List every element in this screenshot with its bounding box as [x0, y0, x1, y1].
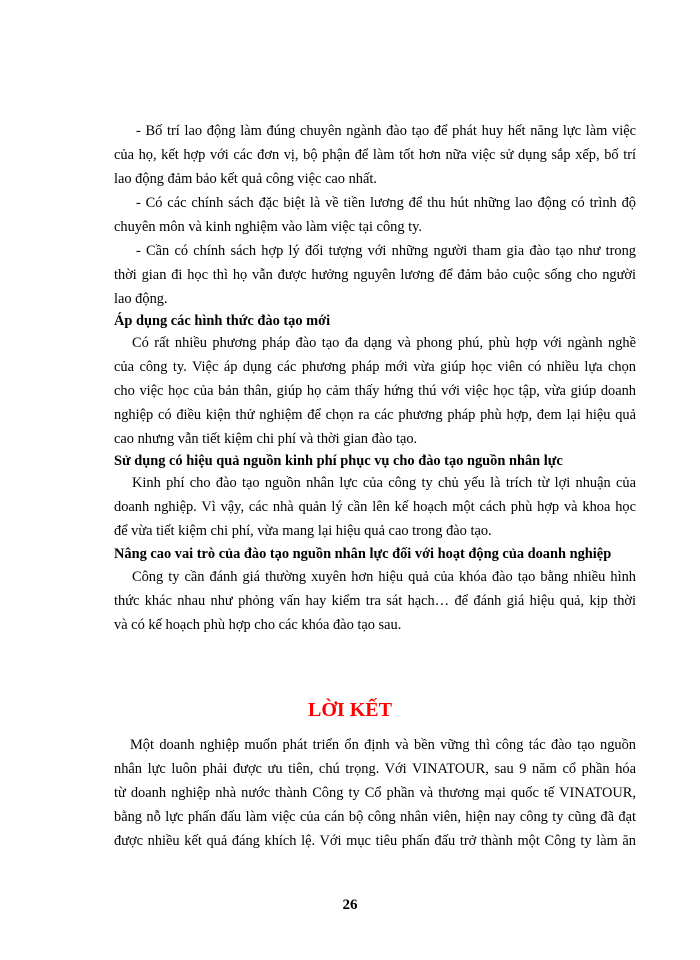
bullet-line-7: thời gian đi học thì họ vẫn được hưởng nguyên lương để đảm bảo cuộc sống cho người — [114, 267, 636, 283]
closing-line-5: được nhiều kết quả đáng khích lệ. Với mục tiêu phấn đấu trở thành một Công ty làm ăn — [114, 833, 636, 849]
bullet-line-8: lao động. — [114, 291, 168, 307]
bullet-line-5: chuyên môn và kinh nghiệm vào làm việc tại công ty. — [114, 219, 422, 235]
section-heading-new-training-forms: Áp dụng các hình thức đào tạo mới — [114, 313, 331, 329]
paragraph-line: để vừa tiết kiệm chi phí, vừa mang lại hiệu quả cao trong đào tạo. — [114, 523, 492, 539]
section-heading-funding: Sử dụng có hiệu quả nguồn kinh phí phục vụ cho đào tạo nguồn nhân lực — [114, 453, 563, 469]
paragraph-line: Kinh phí cho đào tạo nguồn nhân lực của công ty chủ yếu là trích từ lợi nhuận của — [132, 475, 636, 491]
bullet-line-1: - Bố trí lao động làm đúng chuyên ngành đào tạo để phát huy hết năng lực làm việc — [136, 123, 636, 139]
paragraph-line: thức khác nhau như phỏng vấn hay kiểm tra sát hạch… để đánh giá hiệu quả, kịp thời — [114, 593, 636, 609]
paragraph-line: doanh nghiệp. Vì vậy, các nhà quản lý cần lên kế hoạch một cách phù hợp và khoa học — [114, 499, 636, 515]
bullet-line-4: - Có các chính sách đặc biệt là về tiền lương để thu hút những lao động có trình độ — [136, 195, 636, 211]
paragraph-line: cho việc học của bản thân, giúp họ cảm thấy hứng thú với việc học tập, vừa giúp doanh — [114, 383, 636, 399]
section-heading-training-role: Nâng cao vai trò của đào tạo nguồn nhân lực đối với hoạt động của doanh nghiệp — [114, 546, 612, 562]
paragraph-line: và có kế hoạch phù hợp cho các khóa đào tạo sau. — [114, 617, 402, 633]
closing-line-4: bằng nỗ lực phấn đấu làm việc của cán bộ công nhân viên, hiện nay công ty cũng đã đạt — [114, 809, 636, 825]
page-number: 26 — [342, 897, 358, 913]
closing-line-3: từ doanh nghiệp nhà nước thành Công ty Cổ phần và thương mại quốc tế VINATOUR, — [114, 785, 636, 801]
bullet-line-6: - Cần có chính sách hợp lý đối tượng với những người tham gia đào tạo như trong — [136, 243, 636, 259]
paragraph-line: nghiệp có điều kiện thử nghiệm để chọn ra các phương pháp phù hợp, đem lại hiệu quả — [114, 407, 636, 423]
bullet-line-2: của họ, kết hợp với các đơn vị, bộ phận để làm tốt hơn nữa việc sử dụng sắp xếp, bố trí — [114, 147, 636, 163]
paragraph-line: cao nhưng vẫn tiết kiệm chi phí và thời gian đào tạo. — [114, 431, 418, 447]
closing-title: LỜI KẾT — [308, 699, 392, 721]
paragraph-line: Công ty cần đánh giá thường xuyên hơn hiệu quả của khóa đào tạo bằng nhiều hình — [132, 569, 636, 585]
paragraph-line: của công ty. Việc áp dụng các phương pháp mới vừa giúp học viên có nhiều lựa chọn — [114, 359, 636, 375]
closing-line-1: Một doanh nghiệp muốn phát triển ổn định và bền vững thì công tác đào tạo nguồn — [130, 737, 636, 753]
closing-line-2: nhân lực luôn phải được ưu tiên, chú trọng. Với VINATOUR, sau 9 năm cổ phần hóa — [114, 761, 636, 777]
bullet-line-3: lao động đảm bảo kết quả công việc cao nhất. — [114, 171, 377, 187]
paragraph-line: Có rất nhiều phương pháp đào tạo đa dạng và phong phú, phù hợp với ngành nghề — [132, 335, 636, 351]
